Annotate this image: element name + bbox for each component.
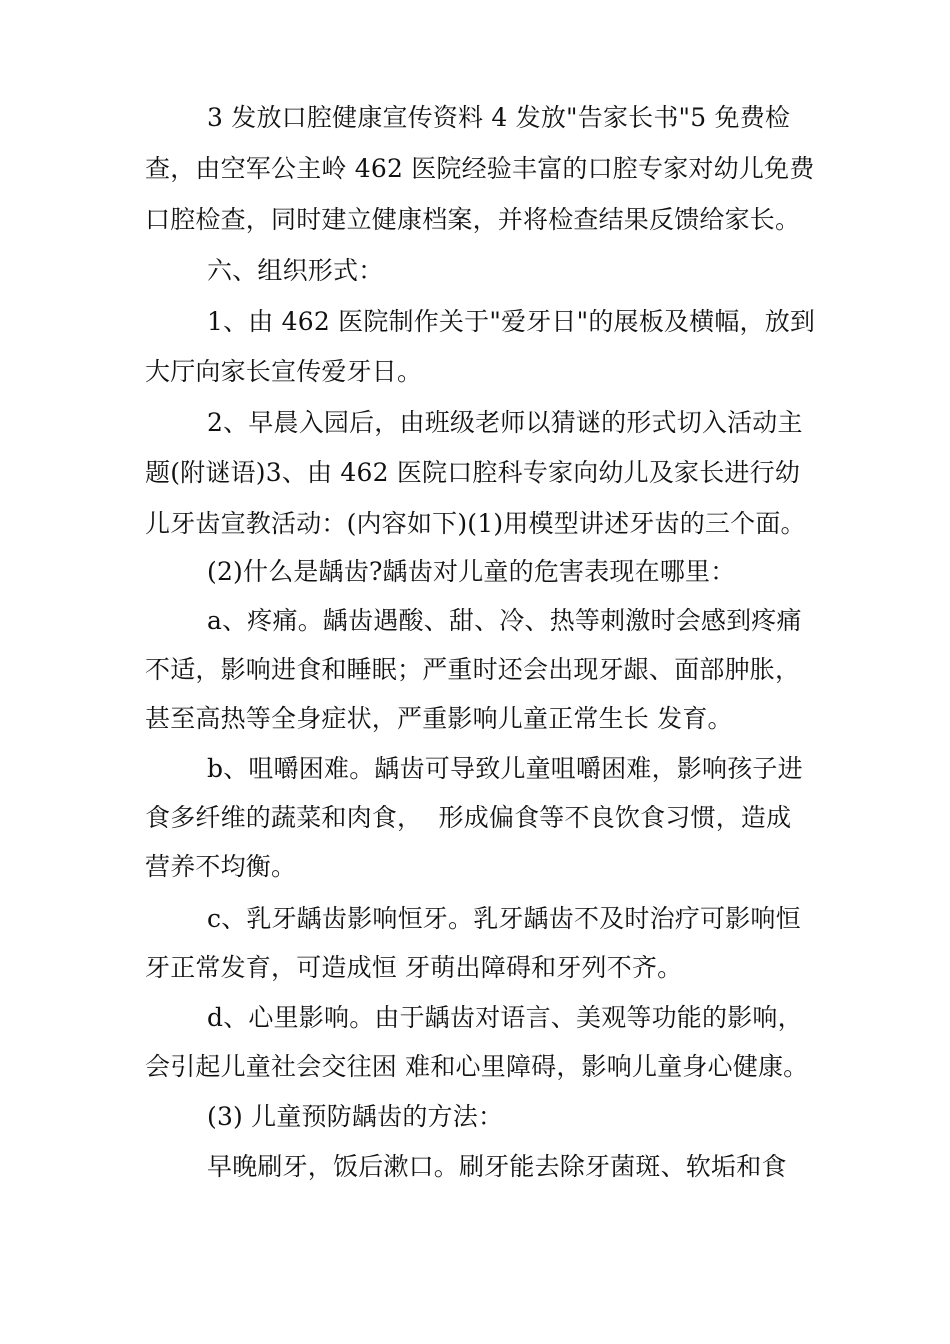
text-line: 1、由 462 医院制作关于"爱牙日"的展板及横幅，放到 [207,307,816,336]
text-line: (3) 儿童预防龋齿的方法： [207,1102,504,1131]
text-line: 题(附谜语)3、由 462 医院口腔科专家向幼儿及家长进行幼 [145,458,801,487]
section-heading: 六、组织形式： [207,256,384,285]
text-line: 儿牙齿宣教活动：(内容如下)(1)用模型讲述牙齿的三个面。 [145,509,806,538]
text-line: 口腔检查，同时建立健康档案，并将检查结果反馈给家长。 [145,205,801,234]
text-line: c、乳牙龋齿影响恒牙。乳牙龋齿不及时治疗可影响恒 [207,904,801,933]
text-line: 2、早晨入园后，由班级老师以猜谜的形式切入活动主 [207,408,803,437]
text-line: 不适，影响进食和睡眠；严重时还会出现牙龈、面部肿胀， [145,655,801,684]
text-line: 查，由空军公主岭 462 医院经验丰富的口腔专家对幼儿免费 [145,154,815,183]
text-line: b、咀嚼困难。龋齿可导致儿童咀嚼困难，影响孩子进 [207,754,803,783]
text-line: 甚至高热等全身症状，严重影响儿童正常生长 发育。 [145,704,733,733]
text-line: 牙正常发育，可造成恒 牙萌出障碍和牙列不齐。 [145,953,683,982]
text-line: 早晚刷牙，饭后漱口。刷牙能去除牙菌斑、软垢和食 [207,1152,787,1181]
text-line: 大厅向家长宣传爱牙日。 [145,357,423,386]
text-line: d、心里影响。由于龋齿对语言、美观等功能的影响， [207,1003,803,1032]
text-line: 食多纤维的蔬菜和肉食， 形成偏食等不良饮食习惯，造成 [145,803,792,832]
text-line: 3 发放口腔健康宣传资料 4 发放"告家长书"5 免费检 [207,103,791,132]
text-line: 会引起儿童社会交往困 难和心里障碍，影响儿童身心健康。 [145,1052,809,1081]
text-line: (2)什么是龋齿?龋齿对儿童的危害表现在哪里： [207,557,736,586]
text-line: a、疼痛。龋齿遇酸、甜、冷、热等刺激时会感到疼痛 [207,606,802,635]
text-line: 营养不均衡。 [145,852,297,881]
